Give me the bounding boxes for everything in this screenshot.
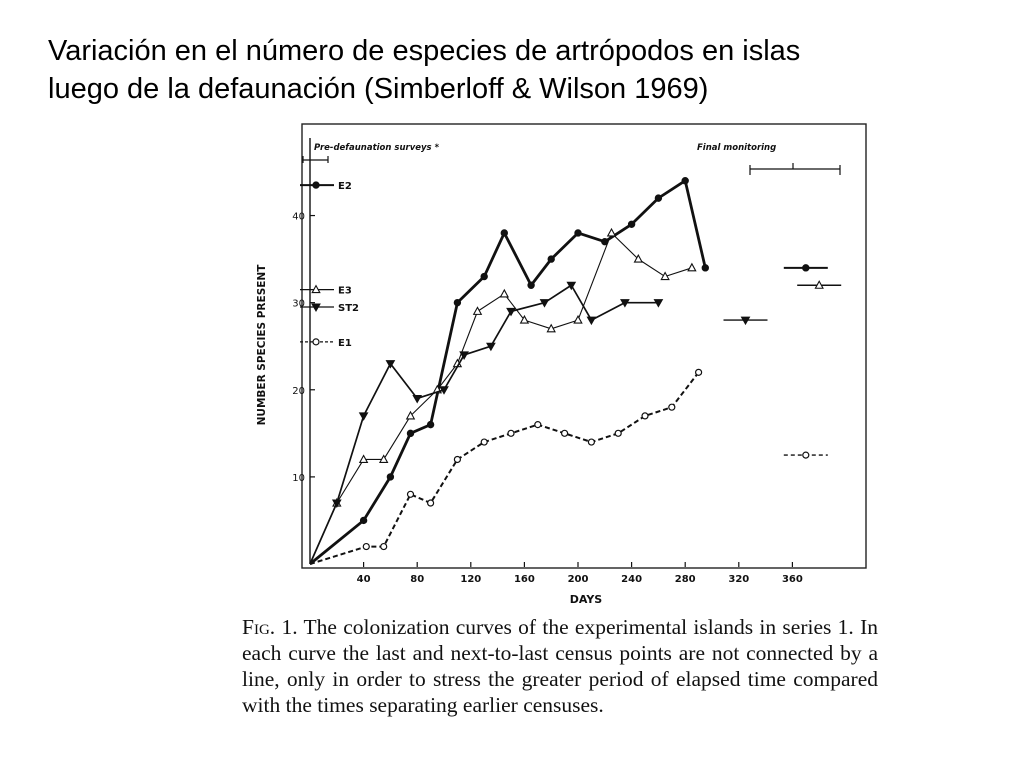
data-point [548,256,554,262]
series-label: E2 [338,181,352,193]
data-point [803,452,809,458]
x-tick-label: 240 [621,574,643,585]
data-point [508,430,514,436]
final-monitoring-bracket [750,163,840,175]
data-point [381,544,387,550]
series-label: E1 [338,337,352,349]
y-axis-label: NUMBER SPECIES PRESENT [256,264,268,426]
caption-text: The colonization curves of the experimental islands in series 1. In each curve the last and next-to-last census points are not connected by a line, only in order to stress the greater period of elapsed time compared with the times separating earlier censuses. [242,615,878,717]
y-tick-label: 30 [292,298,305,310]
data-point [608,229,616,236]
x-tick-label: 120 [460,574,482,585]
y-tick-label: 20 [292,385,305,397]
data-point [413,395,421,402]
series-e1 [300,338,828,564]
x-tick-label: 80 [410,574,425,585]
data-point [615,430,621,436]
x-tick-label: 40 [356,574,371,585]
data-point [428,500,434,506]
series-label: ST2 [338,303,359,315]
data-point [655,195,661,201]
data-point [363,544,369,550]
pre-defaunation-bracket [303,156,328,163]
data-point [628,221,634,227]
data-point [588,439,594,445]
figure-caption [242,614,878,718]
data-point [562,430,568,436]
data-point [567,282,575,289]
data-point [454,456,460,462]
data-point [528,282,534,288]
plot-frame [302,124,866,568]
series-line [310,372,699,564]
data-point [682,178,688,184]
data-point [574,316,582,323]
data-point [360,517,366,523]
x-tick-label: 320 [728,574,750,585]
series-st2 [300,282,768,564]
data-point [481,273,487,279]
y-tick-label: 10 [292,472,305,484]
y-tick-label: 40 [292,211,305,223]
data-point [587,317,595,324]
data-point [407,430,413,436]
data-point [535,422,541,428]
data-point [481,439,487,445]
data-point [702,265,708,271]
data-point [313,182,319,188]
data-point [387,474,393,480]
slide-title-line-1: Variación en el número de especies de artrópodos en islas [48,35,801,67]
data-point [474,307,482,314]
data-point [507,308,515,315]
slide-title-line-2: luego de la defaunación (Simberloff & Wilson 1969) [48,73,709,105]
x-tick-label: 280 [674,574,696,585]
data-point [427,421,433,427]
data-point [313,339,319,345]
series-label: E3 [338,285,352,297]
data-point [575,230,581,236]
data-point [669,404,675,410]
series-e2 [300,178,828,564]
series-e3 [300,229,841,564]
data-point [501,290,509,297]
pre-defaunation-label: Pre-defaunation surveys * [314,143,440,153]
x-tick-label: 160 [513,574,535,585]
data-point [501,230,507,236]
x-tick-label: 200 [567,574,589,585]
series-line [310,181,705,564]
figure-label: Fig. 1. [242,615,298,639]
data-point [408,491,414,497]
data-point [696,369,702,375]
data-point [642,413,648,419]
data-point [360,413,368,420]
data-point [454,299,460,305]
data-point [688,264,696,271]
x-axis-label: DAYS [569,593,603,606]
x-tick-label: 360 [781,574,803,585]
final-monitoring-label: Final monitoring [697,143,777,153]
data-point [803,265,809,271]
data-point [460,352,468,359]
